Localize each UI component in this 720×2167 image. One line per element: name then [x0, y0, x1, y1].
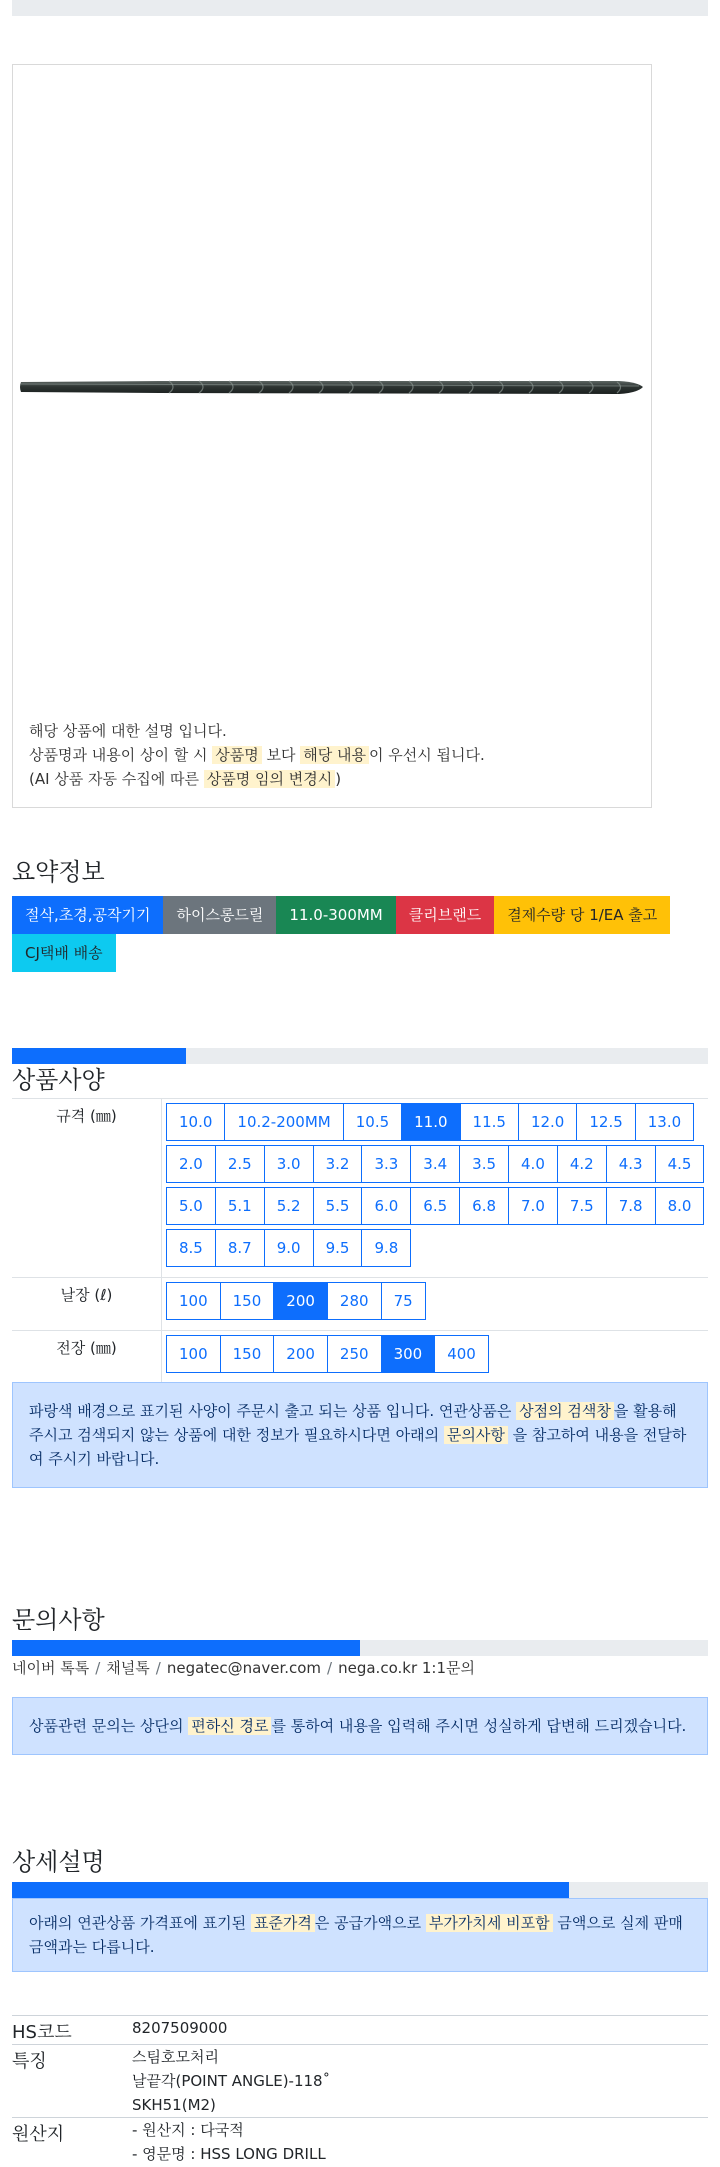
detail-values [132, 2118, 708, 2166]
detail-row [12, 2044, 708, 2117]
spec-option-button[interactable]: 5.0 [166, 1187, 216, 1225]
spec-option-button[interactable]: 280 [327, 1282, 382, 1320]
spec-option-button[interactable]: 10.2-200MM [224, 1103, 343, 1141]
detail-values [132, 2045, 708, 2117]
spec-title: 상품사양 [12, 1066, 105, 1094]
contact-separator: / [95, 1659, 101, 1677]
spec-options [162, 1278, 708, 1330]
spec-label: 규격 (㎜) [12, 1099, 162, 1277]
detail-progress-bar [12, 1882, 708, 1898]
spec-option-button[interactable]: 3.3 [361, 1145, 411, 1183]
detail-value: 날끝각(POINT ANGLE)-118˚ [132, 2072, 331, 2090]
spec-progress-bar [12, 1048, 708, 1064]
summary-tag: CJ택배 배송 [12, 934, 116, 972]
spec-option-button[interactable]: 100 [166, 1335, 221, 1373]
spec-option-button[interactable]: 7.0 [508, 1187, 558, 1225]
detail-label: HS코드 [12, 2022, 72, 2043]
spec-option-button[interactable]: 2.0 [166, 1145, 216, 1183]
contact-separator: / [327, 1659, 333, 1677]
contact-link[interactable]: 네이버 톡톡 [12, 1659, 90, 1677]
spec-option-button[interactable]: 6.0 [361, 1187, 411, 1225]
spec-option-button[interactable]: 3.4 [410, 1145, 460, 1183]
detail-values [132, 2016, 708, 2044]
detail-table [12, 2015, 708, 2166]
spec-option-button[interactable]: 8.0 [655, 1187, 705, 1225]
spec-option-button[interactable]: 200 [273, 1282, 328, 1320]
inquiry-title: 문의사항 [12, 1606, 105, 1634]
summary-tag: 절삭,초경,공작기기 [12, 896, 163, 934]
spec-option-button[interactable]: 4.0 [508, 1145, 558, 1183]
contact-link[interactable]: negatec@naver.com [166, 1659, 322, 1677]
spec-option-button[interactable]: 10.0 [166, 1103, 225, 1141]
detail-row [12, 2015, 708, 2044]
summary-tag: 결제수량 당 1/EA 출고 [494, 896, 670, 934]
spec-option-button[interactable]: 4.5 [655, 1145, 705, 1183]
inquiry-progress-bar [12, 1640, 708, 1656]
contact-link[interactable]: 채널톡 [106, 1659, 150, 1677]
spec-option-button[interactable]: 3.5 [459, 1145, 509, 1183]
detail-value: 8207509000 [132, 2019, 228, 2037]
spec-option-button[interactable]: 300 [381, 1335, 436, 1373]
detail-value: - 영문명 : HSS LONG DRILL [132, 2145, 326, 2163]
spec-notice: 파랑색 배경으로 표기된 사양이 주문시 출고 되는 상품 입니다. 연관상품은 상점의 검색창 을 활용해 주시고 검색되지 않는 상품에 대한 정보가 필요하시다면 아래의 문의사항 을 참고하여 내용을 전달하여 주시기 바랍니다. [12, 1382, 708, 1488]
spec-option-button[interactable]: 200 [273, 1335, 328, 1373]
spec-option-button[interactable]: 6.8 [459, 1187, 509, 1225]
detail-label: 원산지 [12, 2124, 65, 2145]
summary-tag: 하이스롱드릴 [163, 896, 276, 934]
spec-option-button[interactable]: 2.5 [215, 1145, 265, 1183]
spec-option-button[interactable]: 7.5 [557, 1187, 607, 1225]
contact-separator: / [155, 1659, 161, 1677]
detail-row [12, 2117, 708, 2166]
detail-value: 스팀호모처리 [132, 2048, 219, 2066]
image-desc-line2: 상품명과 내용이 상이 할 시 상품명 보다 해당 내용 이 우선시 됩니다. [29, 746, 485, 764]
spec-option-button[interactable]: 6.5 [410, 1187, 460, 1225]
detail-value: SKH51(M2) [132, 2096, 216, 2114]
spec-option-button[interactable]: 10.5 [343, 1103, 402, 1141]
spec-option-button[interactable]: 150 [220, 1335, 275, 1373]
spec-row [12, 1099, 708, 1278]
spec-option-button[interactable]: 9.0 [264, 1229, 314, 1267]
spec-option-button[interactable]: 3.2 [313, 1145, 363, 1183]
spec-option-button[interactable]: 13.0 [635, 1103, 694, 1141]
spec-option-button[interactable]: 9.8 [361, 1229, 411, 1267]
spec-label: 날장 (ℓ) [12, 1278, 162, 1330]
spec-option-button[interactable]: 100 [166, 1282, 221, 1320]
spec-options [162, 1331, 708, 1383]
image-desc-line3: (AI 상품 자동 수집에 따른 상품명 임의 변경시 ) [29, 770, 342, 788]
spec-option-button[interactable]: 250 [327, 1335, 382, 1373]
contact-channels [12, 1657, 475, 1678]
spec-option-button[interactable]: 5.1 [215, 1187, 265, 1225]
spec-table [12, 1098, 708, 1384]
summary-tags [12, 896, 708, 972]
spec-option-button[interactable]: 4.3 [606, 1145, 656, 1183]
spec-option-button[interactable]: 150 [220, 1282, 275, 1320]
spec-option-button[interactable]: 75 [381, 1282, 426, 1320]
spec-option-button[interactable]: 11.0 [401, 1103, 460, 1141]
spec-option-button[interactable]: 5.5 [313, 1187, 363, 1225]
summary-title: 요약정보 [12, 858, 105, 886]
spec-option-button[interactable]: 8.7 [215, 1229, 265, 1267]
spec-options [162, 1099, 708, 1277]
drill-bit-image [19, 375, 645, 399]
spec-option-button[interactable]: 12.5 [576, 1103, 635, 1141]
spec-option-button[interactable]: 400 [434, 1335, 489, 1373]
summary-tag: 클리브랜드 [396, 896, 494, 934]
spec-option-button[interactable]: 9.5 [313, 1229, 363, 1267]
spec-option-button[interactable]: 11.5 [460, 1103, 519, 1141]
summary-tag: 11.0-300MM [276, 896, 395, 934]
contact-link[interactable]: nega.co.kr 1:1문의 [338, 1659, 475, 1677]
detail-title: 상세설명 [12, 1848, 105, 1876]
spec-option-button[interactable]: 5.2 [264, 1187, 314, 1225]
detail-notice: 아래의 연관상품 가격표에 표기된 표준가격 은 공급가액으로 부가가치세 비포함 금액으로 실제 판매금액과는 다릅니다. [12, 1898, 708, 1972]
top-progress-bar [12, 0, 708, 16]
spec-row [12, 1278, 708, 1331]
detail-value: - 원산지 : 다국적 [132, 2121, 244, 2139]
spec-option-button[interactable]: 8.5 [166, 1229, 216, 1267]
image-description [29, 719, 485, 791]
image-desc-line1: 해당 상품에 대한 설명 입니다. [29, 722, 227, 740]
inquiry-notice: 상품관련 문의는 상단의 편하신 경로 를 통하여 내용을 입력해 주시면 성실하게 답변해 드리겠습니다. [12, 1697, 708, 1755]
spec-option-button[interactable]: 12.0 [518, 1103, 577, 1141]
detail-label: 특징 [12, 2051, 47, 2072]
spec-option-button[interactable]: 3.0 [264, 1145, 314, 1183]
spec-option-button[interactable]: 7.8 [606, 1187, 656, 1225]
spec-option-button[interactable]: 4.2 [557, 1145, 607, 1183]
spec-label: 전장 (㎜) [12, 1331, 162, 1383]
spec-row [12, 1331, 708, 1384]
product-image-frame [12, 64, 652, 808]
